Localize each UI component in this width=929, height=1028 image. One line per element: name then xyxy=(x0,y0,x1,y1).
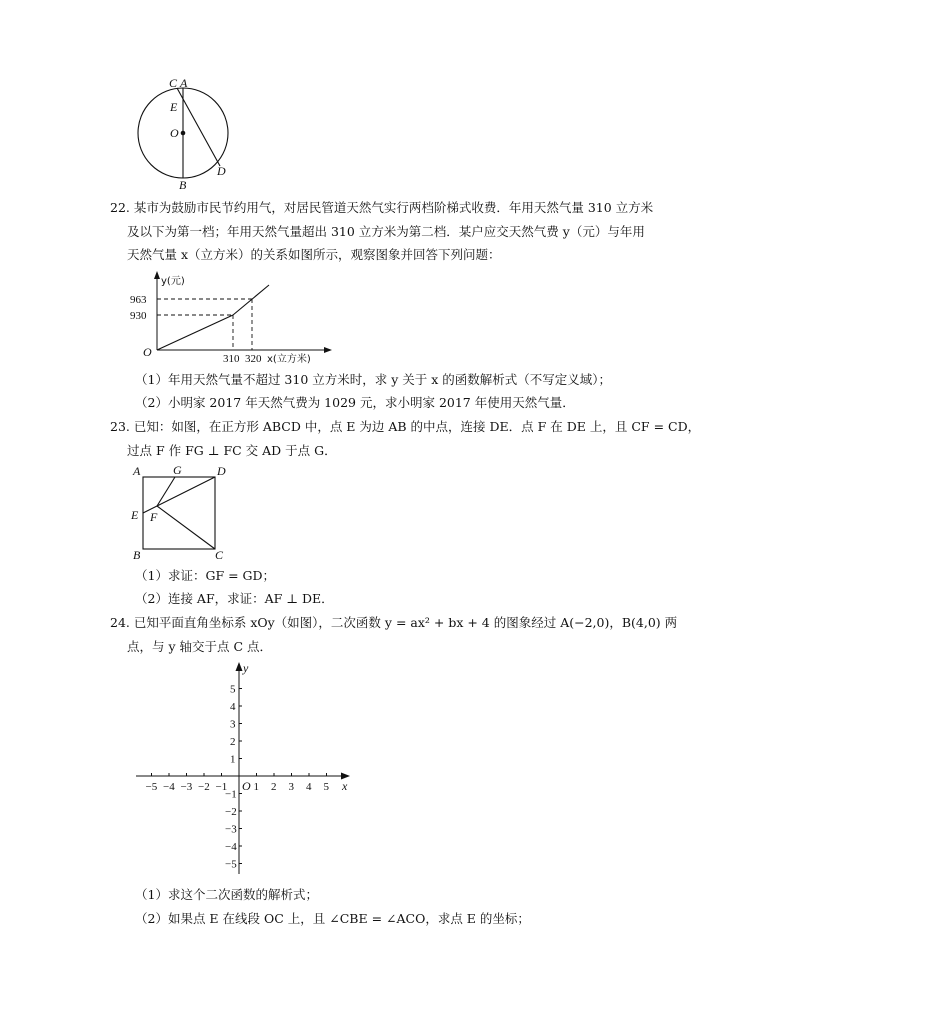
sq-label-b: B xyxy=(133,548,141,562)
q23-line1: 23. 已知：如图，在正方形 ABCD 中，点 E 为边 AB 的中点，连接 DE．点 F 在 DE 上，且 CF = CD， xyxy=(110,419,701,434)
x-axis-label: x xyxy=(342,779,348,793)
q24-line1: 24. 已知平面直角坐标系 xOy（如图），二次函数 y = ax² + bx + 4 的图象经过 A(−2,0)，B(4,0) 两 xyxy=(110,615,678,630)
x-tick-label: 1 xyxy=(253,781,259,793)
q22-line2: 及以下为第一档；年用天然气量超出 310 立方米为第二档．某户应交天然气费 y（元）与年用 xyxy=(127,224,645,239)
x-tick-label: 2 xyxy=(271,781,277,793)
q24-line2: 点，与 y 轴交于点 C 点． xyxy=(127,639,273,654)
x-tick-label: 4 xyxy=(306,781,312,793)
origin-label: O xyxy=(242,779,251,793)
coordinate-axes xyxy=(134,660,356,878)
q24-sub2: （2）如果点 E 在线段 OC 上，且 ∠CBE = ∠ACO，求点 E 的坐标； xyxy=(135,911,530,926)
q24-sub1: （1）求这个二次函数的解析式； xyxy=(135,887,318,902)
q22-sub1: （1）年用天然气量不超过 310 立方米时，求 y 关于 x 的函数解析式（不写定义域）； xyxy=(135,372,612,387)
sq-label-d: D xyxy=(217,464,226,478)
square-figure xyxy=(128,462,232,562)
q22-line3: 天然气量 x（立方米）的关系如图所示，观察图象并回答下列问题： xyxy=(127,247,501,262)
y-tick-label: −1 xyxy=(225,788,237,801)
y-tick-label: −3 xyxy=(225,823,237,836)
y-axis-label: y xyxy=(243,661,249,675)
circle-figure xyxy=(130,76,240,194)
label-d: D xyxy=(217,164,226,178)
graph-xlabel: x(立方米) xyxy=(267,354,311,365)
x-tick-label: 5 xyxy=(323,781,329,793)
graph-origin: O xyxy=(143,345,152,359)
x-tick-label: −1 xyxy=(215,781,228,793)
y-tick-label: 3 xyxy=(230,718,236,731)
label-o: O xyxy=(170,126,179,140)
graph-y963: 963 xyxy=(130,294,147,306)
q23-sub2: （2）连接 AF，求证：AF ⊥ DE． xyxy=(135,591,334,606)
label-a: A xyxy=(180,76,188,90)
graph-ylabel: y(元) xyxy=(161,276,185,287)
sq-label-c: C xyxy=(215,548,224,562)
q22-sub2: （2）小明家 2017 年天然气费为 1029 元，求小明家 2017 年使用天然气量． xyxy=(135,395,575,410)
y-tick-label: −5 xyxy=(225,858,237,871)
y-tick-label: −2 xyxy=(225,806,237,818)
sq-label-f: F xyxy=(150,510,158,524)
y-tick-label: −4 xyxy=(225,841,237,853)
label-c: C xyxy=(169,76,178,90)
graph-x310: 310 xyxy=(223,353,240,365)
graph-x320: 320 xyxy=(245,353,262,365)
sq-label-a: A xyxy=(133,464,141,478)
label-e: E xyxy=(170,100,178,114)
y-tick-label: 5 xyxy=(230,683,236,696)
y-axis-arrow xyxy=(236,662,243,671)
x-tick-label: −2 xyxy=(198,781,210,793)
label-b: B xyxy=(179,178,187,192)
q23-line2: 过点 F 作 FG ⊥ FC 交 AD 于点 G． xyxy=(127,443,337,458)
sq-label-e: E xyxy=(131,508,139,522)
x-tick-label: −5 xyxy=(145,781,158,793)
gas-fee-graph xyxy=(130,268,337,368)
y-tick-label: 1 xyxy=(230,753,236,766)
x-tick-label: −3 xyxy=(180,781,193,793)
graph-y930: 930 xyxy=(130,310,147,322)
sq-label-g: G xyxy=(173,463,182,477)
q23-sub1: （1）求证：GF = GD； xyxy=(135,568,276,583)
y-tick-label: 4 xyxy=(230,701,236,713)
x-tick-label: 3 xyxy=(288,781,294,793)
y-tick-label: 2 xyxy=(230,736,236,748)
x-tick-label: −4 xyxy=(163,781,175,793)
q22-line1: 22. 某市为鼓励市民节约用气，对居民管道天然气实行两档阶梯式收费．年用天然气量 310 立方米 xyxy=(110,200,654,215)
